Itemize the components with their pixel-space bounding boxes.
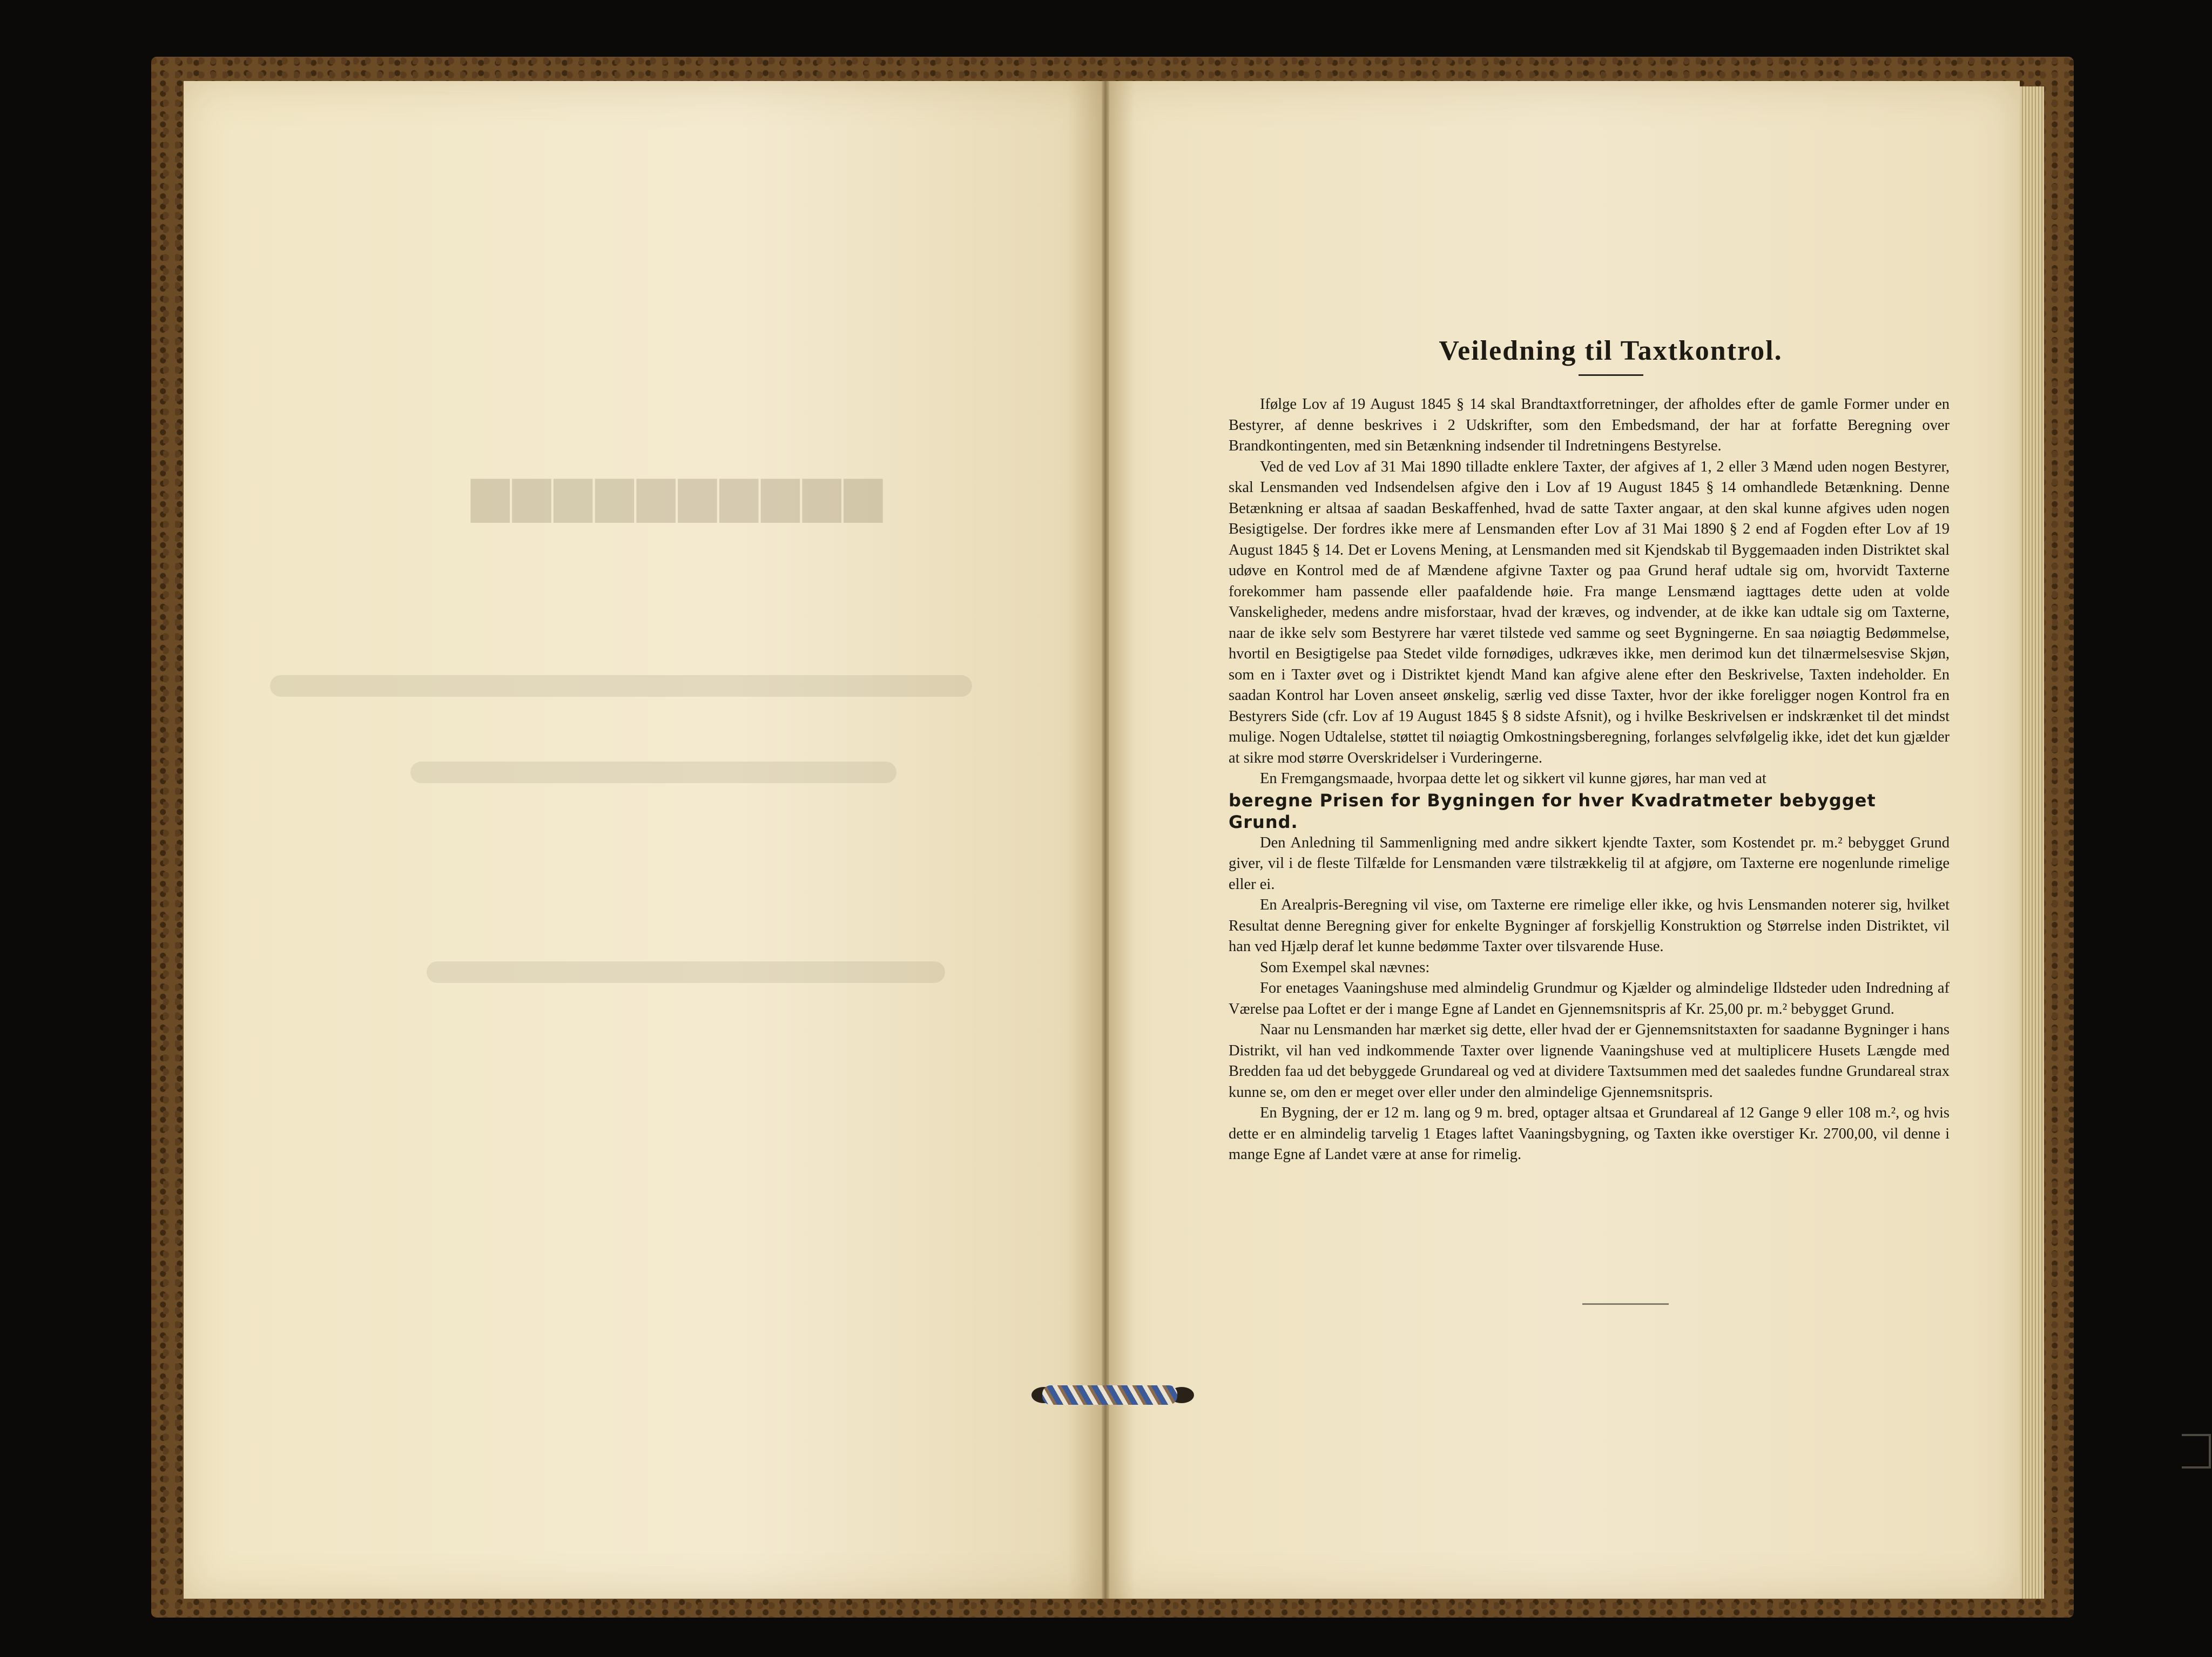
paragraph: Naar nu Lensmanden har mærket sig dette, eller hvad der er Gjennemsnitstaxten for saadanne Bygninger i hans Distrikt, vil han ved indkommende Taxter over lignende Vaaningshuse ved at multiplicere Husets Længde med Bredden faa ud det bebyggede Grundareal og ved at dividere Taxtsummen med det saaledes fundne Grundareal strax kunne se, om den er meget over eller under den almindelige Gjennemsnitspris. <box>1229 1021 1950 1101</box>
section-rule <box>1582 1303 1669 1305</box>
page-edges <box>2020 86 2044 1599</box>
show-through-line <box>270 675 972 697</box>
document-title: Veiledning til Taxtkontrol. <box>1439 335 1783 366</box>
show-through-line <box>410 762 896 783</box>
paragraph: Ifølge Lov af 19 August 1845 § 14 skal Brandtaxtforretninger, der afholdes efter de gamle Former under en Bestyrer, af denne beskrives i 2 Udskrifter, som den Embedsmand, der har at forfatte Beregning over Brandkontingenten, med sin Betænkning indsender til Indretningens Bestyrelse. <box>1229 396 1950 454</box>
paragraph: Ved de ved Lov af 31 Mai 1890 tilladte enklere Taxter, der afgives af 1, 2 eller 3 Mænd uden nogen Bestyrer, skal Lensmanden ved Indsendelsen afgive den i Lov af 19 August 1845 § 14 omhandlede Betænkning. Denne Betænkning er altsaa af saadan Beskaffenhed, hvad de satte Taxter angaar, at den skal kunne afgives uden nogen Besigtigelse. Der fordres ikke mere af Lensmanden efter Lov af 31 Mai 1890 § 2 end af Fogden efter Lov af 19 August 1845 § 14. Det er Lovens Mening, at Lensmanden med sit Kjendskab til Byggemaaden inden Distriktet skal udøve en Kontrol med de af Mændene afgivne Taxter og paa Grund heraf udtale sig om, hvorvidt Taxterne forekommer ham passende eller paafaldende høie. Fra mange Lensmænd iagttages dette uden at volde Vanskeligheder, medens andre misforstaar, hvad der kræves, og indvender, at de ikke kan udtale sig om Taxterne, naar de ikke selv som Bestyrere har været tilstede ved samme og seet Bygningerne. En saa nøiagtig Bedømmelse, hvortil en Besigtigelse paa Stedet vilde fornødiges, udkræves ikke, men derimod kun det tilnærmelsesvise Skjøn, som en i Taxter øvet og i Distriktet kjendt Mand kan afgive alene efter den Beskrivelse, Taxten indeholder. En saadan Kontrol har Loven anseet ønskelig, særlig ved disse Taxter, hvor der ikke foreligger nogen Kontrol fra en Bestyrers Side (cfr. Lov af 19 August 1845 § 8 sidste Afsnit), og i hvilke Beskrivelsen er indskrænket til det mindst mulige. Nogen Udtalelse, støttet til nøiagtig Omkostningsberegning, forlanges selvfølgelig ikke, idet det kun gjælder at sikre mod større Overskridelser i Vurderingerne. <box>1229 458 1950 766</box>
book-gutter <box>1102 81 1109 1599</box>
page-tab-marker <box>2182 1434 2211 1469</box>
paragraph: En Bygning, der er 12 m. lang og 9 m. bred, optager altsaa et Grundareal af 12 Gange 9 eller 108 m.², og hvis dette er en almindelig tarvelig 1 Etages laftet Vaaningsbygning, og Taxten ikke overstiger Kr. 2700,00, vil denne i mange Egne af Landet være at anse for rimelig. <box>1229 1104 1950 1163</box>
document-body <box>1229 335 1950 1166</box>
paragraph: Som Exempel skal nævnes: <box>1260 959 1430 976</box>
emphasized-line: beregne Prisen for Bygningen for hver Kvadratmeter bebygget Grund. <box>1229 790 1876 832</box>
paragraph: Den Anledning til Sammenligning med andre sikkert kjendte Taxter, som Kostendet pr. m.² bebygget Grund giver, vil i de fleste Tilfælde for Lensmanden være tilstrækkelig til at afgjøre, om Taxterne ere nogenlunde rimelige eller ei. <box>1229 834 1950 893</box>
paragraph: For enetages Vaaningshuse med almindelig Grundmur og Kjælder og almindelige Ildsteder uden Indredning af Værelse paa Loftet er der i mange Egne af Landet en Gjennemsnitspris af Kr. 25,00 pr. m.² bebygget Grund. <box>1229 980 1950 1018</box>
show-through-text: ▆▆▆▆▆▆▆▆▆▆ <box>468 466 882 521</box>
paragraph: En Arealpris-Beregning vil vise, om Taxterne ere rimelige eller ikke, og hvis Lensmanden noterer sig, hvilket Resultat denne Beregning giver for enkelte Bygninger af forskjellig Konstruktion og Størrelse inden Distriktet, vil han ved Hjælp deraf let kunne bedømme Taxter over tilsvarende Huse. <box>1229 897 1950 955</box>
title-rule <box>1579 374 1643 376</box>
paragraph: En Fremgangsmaade, hvorpaa dette let og sikkert vil kunne gjøres, har man ved at <box>1260 770 1766 787</box>
binding-thread <box>1042 1385 1177 1405</box>
left-page <box>184 81 1104 1599</box>
show-through-line <box>427 961 945 983</box>
